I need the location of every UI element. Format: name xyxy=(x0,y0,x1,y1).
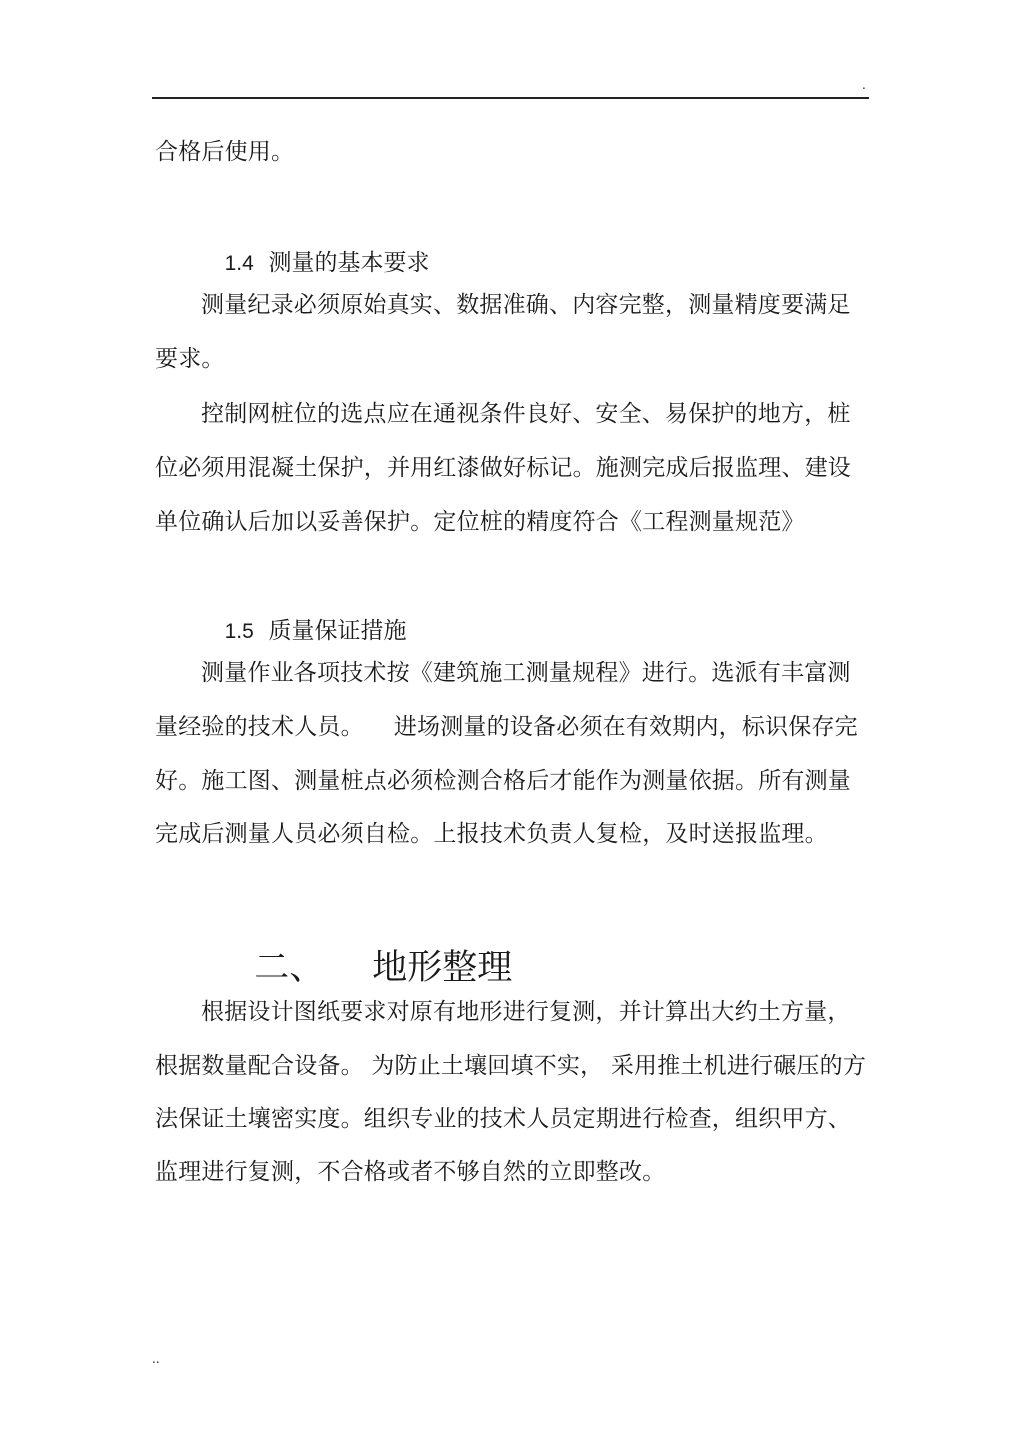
paragraph-line: 根据设计图纸要求对原有地形进行复测，并计算出大约土方量， xyxy=(201,999,851,1025)
section-heading-1-5 xyxy=(210,586,406,647)
footer-mark: .. xyxy=(152,1352,160,1366)
paragraph-line: 监理进行复测，不合格或者不够自然的立即整改。 xyxy=(155,1159,666,1185)
paragraph-line: 好。施工图、测量桩点必须检测合格后才能作为测量依据。所有测量 xyxy=(155,768,851,794)
paragraph-line: 根据数量配合设备。 为防止土壤回填不实， 采用推土机进行碾压的方 xyxy=(155,1053,867,1079)
paragraph-line: 测量作业各项技术按《建筑施工测量规程》进行。选派有丰富测 xyxy=(201,660,851,686)
paragraph-line: 法保证土壤密实度。组织专业的技术人员定期进行检查，组织甲方、 xyxy=(155,1106,851,1132)
section-title: 测量的基本要求 xyxy=(268,250,430,276)
section-heading-1-4 xyxy=(210,218,429,279)
section-number: 1.5 xyxy=(224,620,254,643)
header-rule xyxy=(152,97,869,99)
paragraph-line: 单位确认后加以妥善保护。定位桩的精度符合《工程测量规范》 xyxy=(155,509,805,535)
chapter-number: 二、 xyxy=(254,948,325,988)
chapter-title: 地形整理 xyxy=(372,948,513,988)
paragraph-line: 合格后使用。 xyxy=(155,139,295,165)
section-number: 1.4 xyxy=(224,252,254,275)
header-mark: . xyxy=(862,78,866,92)
paragraph-line: 完成后测量人员必须自检。上报技术负责人复检，及时送报监理。 xyxy=(155,821,828,847)
chapter-heading xyxy=(232,902,512,990)
paragraph-line: 位必须用混凝土保护，并用红漆做好标记。施测完成后报监理、建设 xyxy=(155,455,851,481)
section-title: 质量保证措施 xyxy=(268,618,407,644)
paragraph-line: 测量纪录必须原始真实、数据准确、内容完整，测量精度要满足 xyxy=(201,292,851,318)
paragraph-line: 量经验的技术人员。 进场测量的设备必须在有效期内，标识保存完 xyxy=(155,714,858,740)
paragraph-line: 要求。 xyxy=(155,346,225,372)
paragraph-line: 控制网桩位的选点应在通视条件良好、安全、易保护的地方，桩 xyxy=(201,401,851,427)
